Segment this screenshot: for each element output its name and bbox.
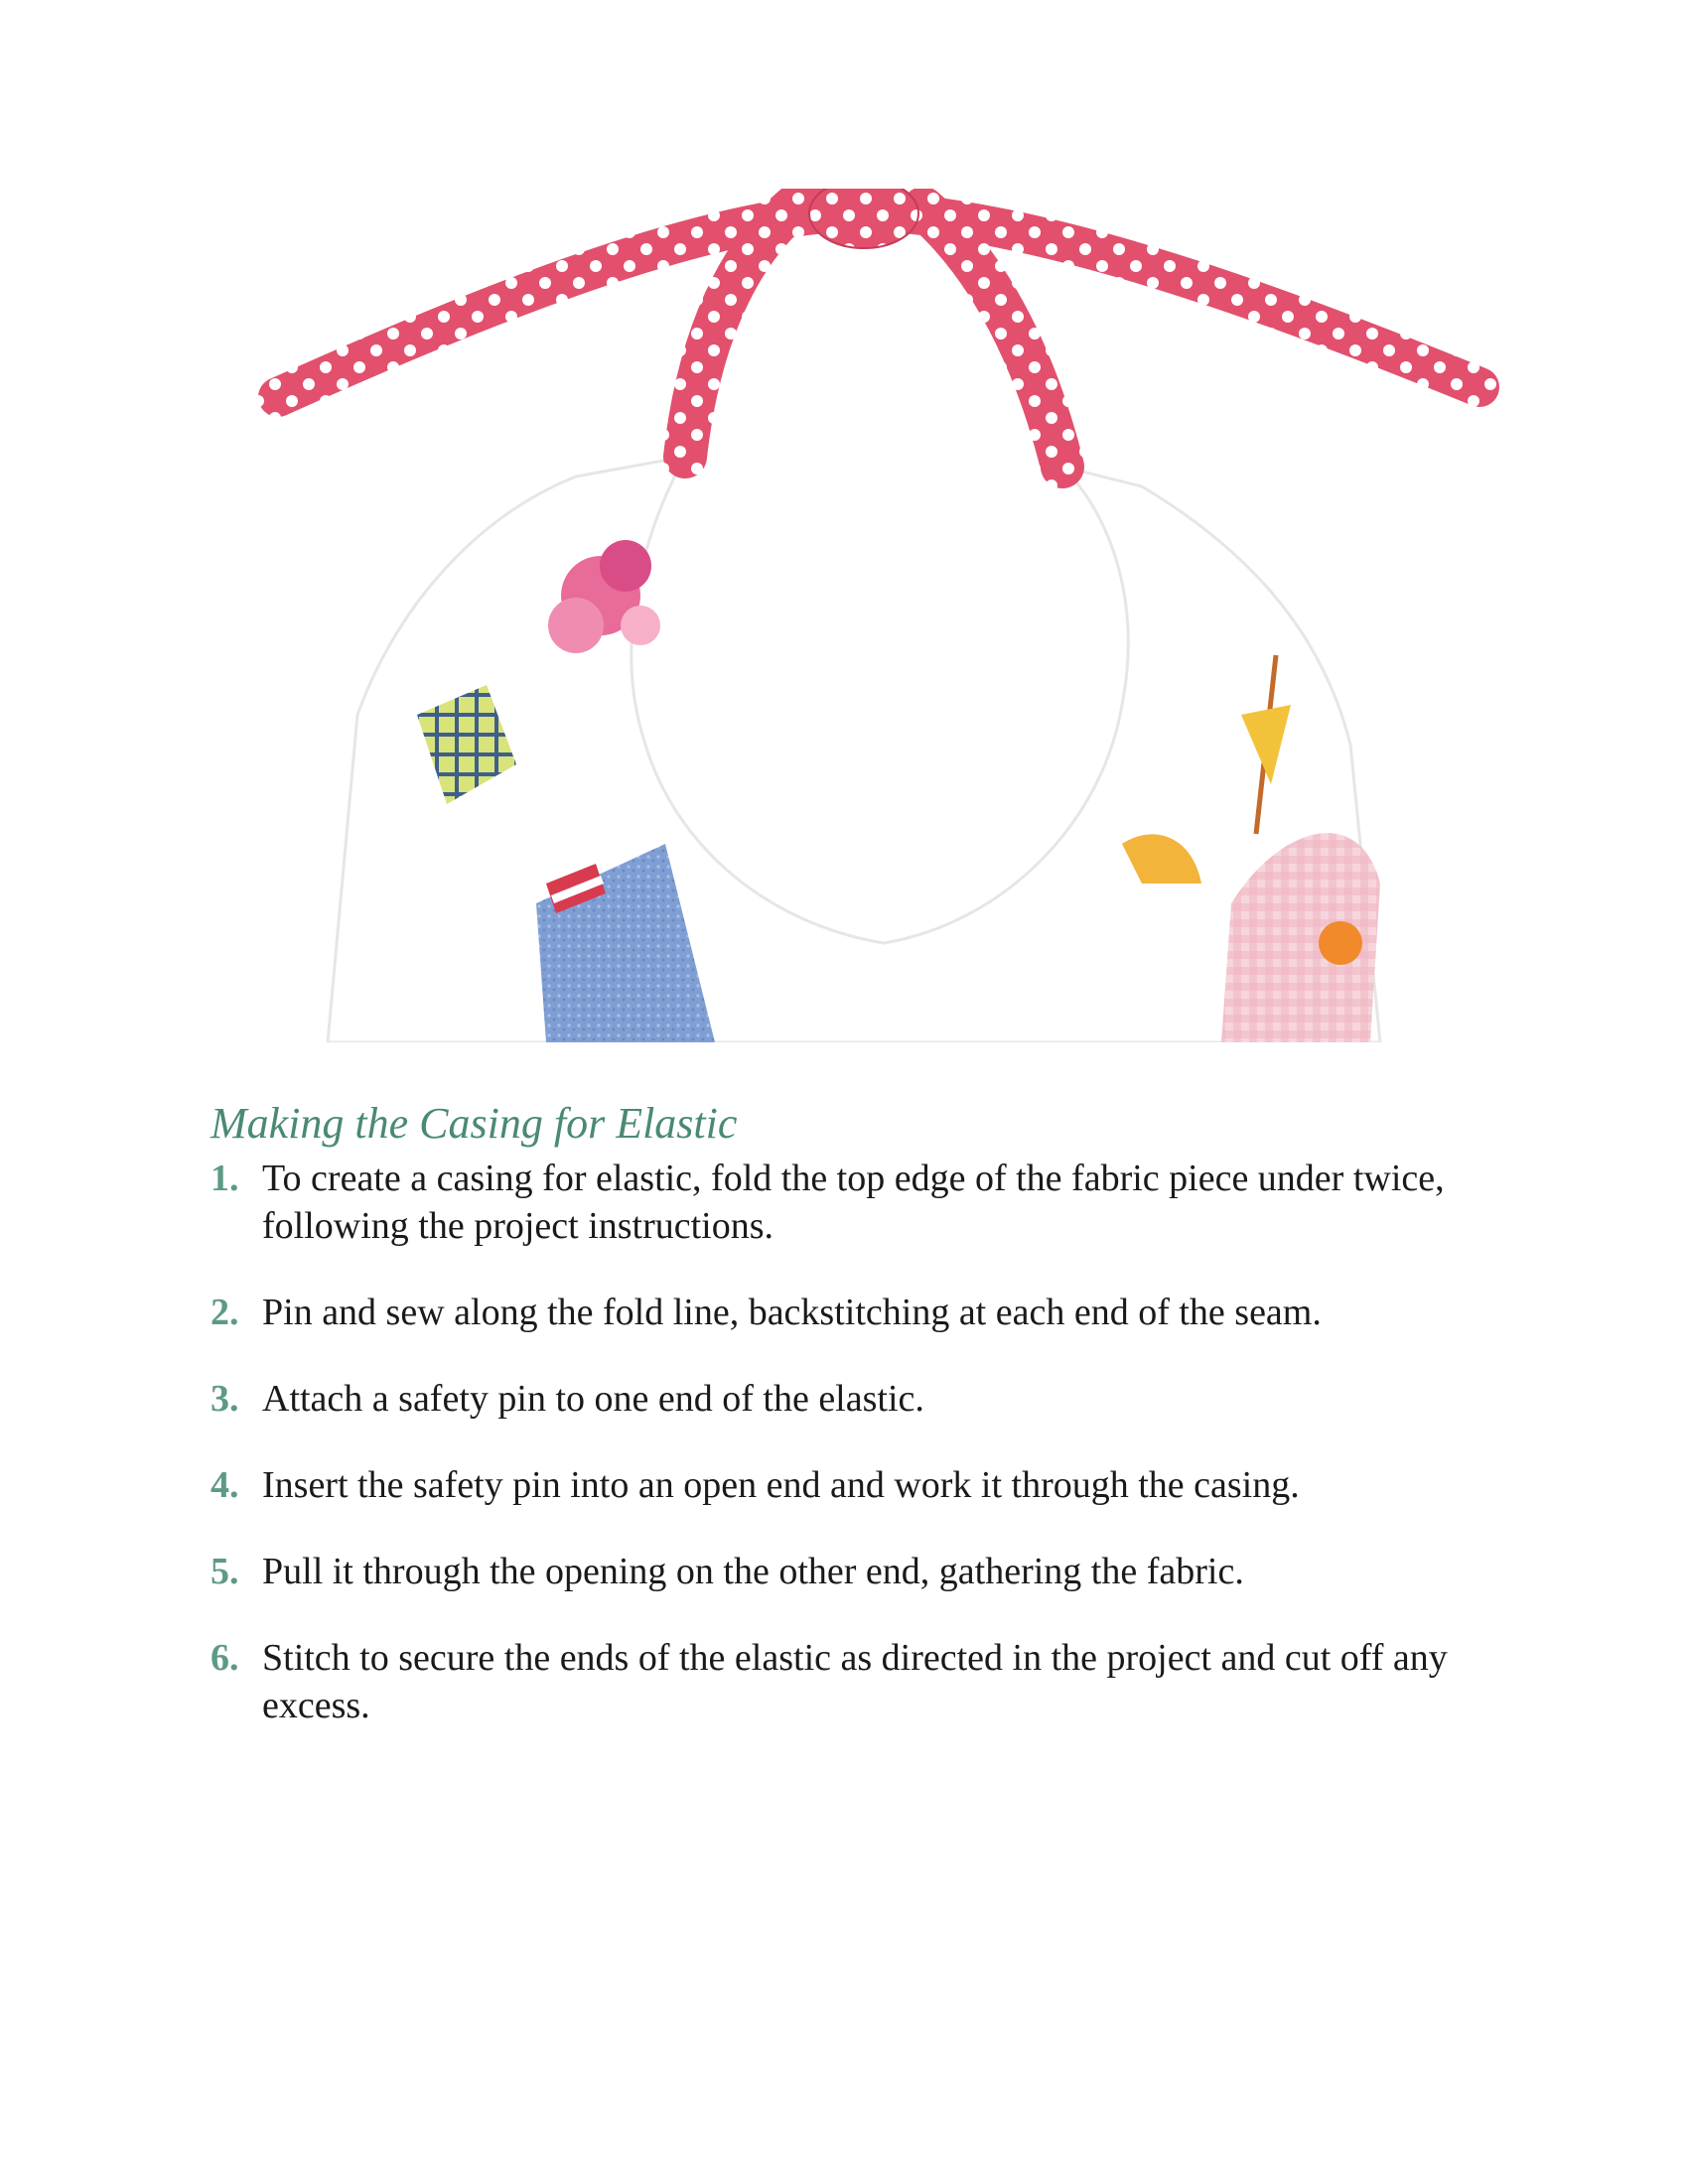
step-item (211, 1375, 1501, 1423)
step-number: 5. (211, 1551, 239, 1592)
step-item (211, 1289, 1501, 1336)
step-text: Stitch to secure the ends of the elastic as directed in the project and cut off any excess. (262, 1637, 1448, 1726)
step-number: 6. (211, 1637, 239, 1679)
fruit-motif (1319, 921, 1362, 965)
tie-knot (809, 189, 918, 248)
step-text: To create a casing for elastic, fold the top edge of the fabric piece under twice, following the project instructions. (262, 1158, 1445, 1247)
halter-garment-illustration (248, 189, 1499, 1042)
steps-list (211, 1155, 1501, 1729)
step-item (211, 1155, 1501, 1250)
section-heading: Making the Casing for Elastic (211, 1099, 738, 1148)
step-text: Insert the safety pin into an open end and work it through the casing. (262, 1464, 1300, 1506)
step-item (211, 1461, 1501, 1509)
step-number: 1. (211, 1158, 239, 1199)
step-number: 4. (211, 1464, 239, 1506)
step-text: Pull it through the opening on the other end, gathering the fabric. (262, 1551, 1244, 1592)
step-number: 2. (211, 1292, 239, 1333)
step-item (211, 1634, 1501, 1729)
halter-garment-photo (248, 189, 1499, 1042)
instructions-section (211, 1097, 1501, 1768)
step-number: 3. (211, 1378, 239, 1420)
step-text: Pin and sew along the fold line, backstitching at each end of the seam. (262, 1292, 1322, 1333)
step-text: Attach a safety pin to one end of the elastic. (262, 1378, 924, 1420)
step-item (211, 1548, 1501, 1595)
